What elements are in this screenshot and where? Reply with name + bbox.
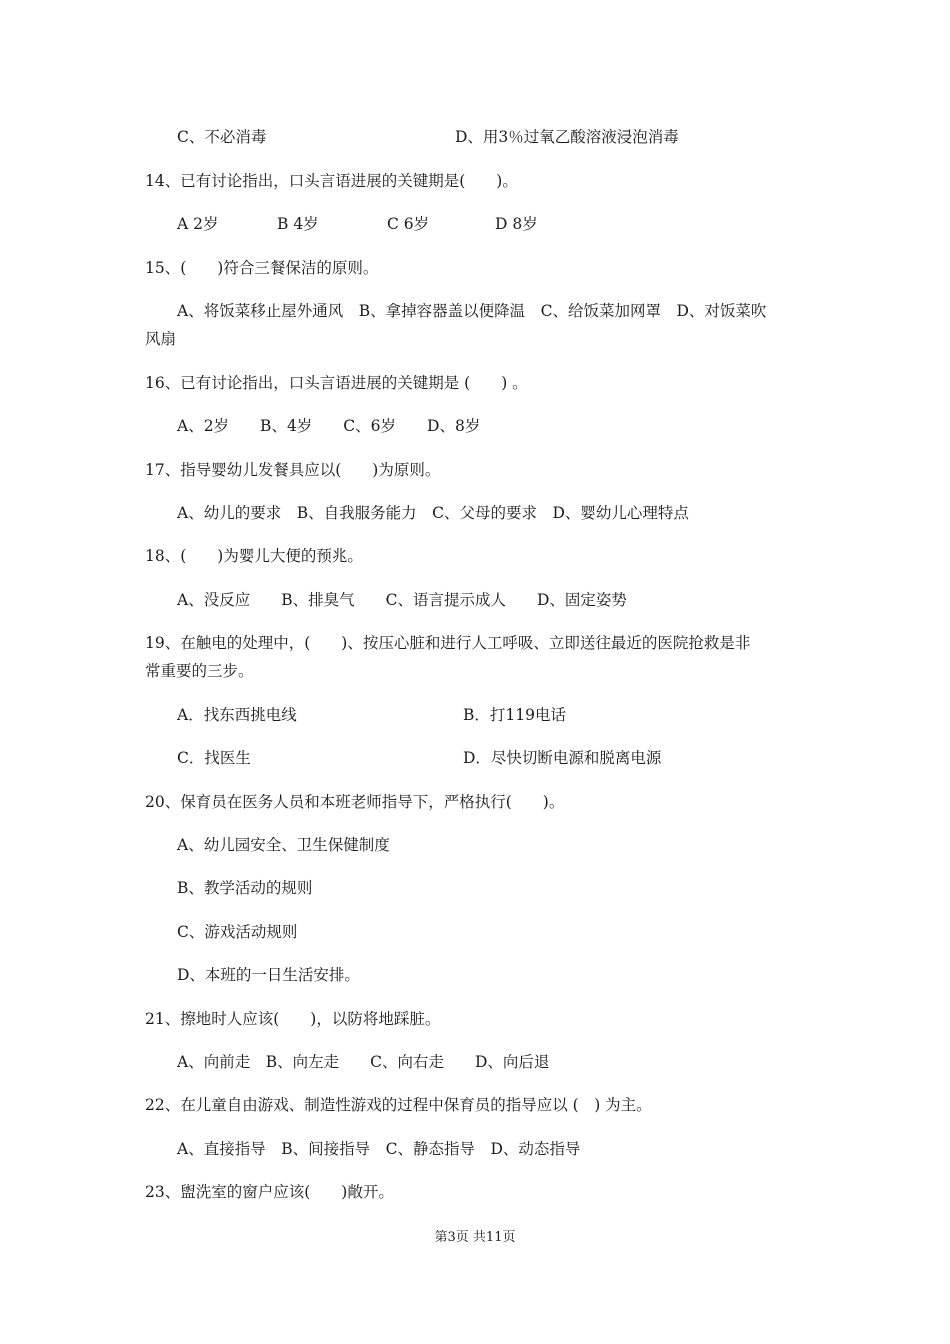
option-c-prev: C、不必消毒 [177,128,267,146]
q16-options: A、2岁 B、4岁 C、6岁 D、8岁 [177,417,481,435]
q21-options: A、向前走 B、向左走 C、向右走 D、向后退 [177,1053,550,1071]
q19-option-c: C．找医生 [177,749,251,767]
q19-option-b: B．打119电话 [463,706,566,724]
q15-options-cont: 风扇 [145,330,177,348]
q14-option-a: A 2岁 [177,215,219,233]
q22-options: A、直接指导 B、间接指导 C、静态指导 D、动态指导 [177,1140,581,1158]
q17-options: A、幼儿的要求 B、自我服务能力 C、父母的要求 D、婴幼儿心理特点 [177,504,689,522]
question-14: 14、已有讨论指出，口头言语进展的关键期是( )。 [145,172,518,190]
question-19-cont: 常重要的三步。 [145,662,254,680]
question-16: 16、已有讨论指出，口头言语进展的关键期是 ( ) 。 [145,374,528,392]
question-17: 17、指导婴幼儿发餐具应以( )为原则。 [145,461,441,479]
question-23: 23、盥洗室的窗户应该( )敞开。 [145,1183,394,1201]
q18-options: A、没反应 B、排臭气 C、语言提示成人 D、固定姿势 [177,591,627,609]
question-15: 15、( )符合三餐保洁的原则。 [145,259,379,277]
question-19: 19、在触电的处理中，( )、按压心脏和进行人工呼吸、立即送往最近的医院抢救是非 [145,634,751,652]
q20-option-b: B、教学活动的规则 [177,879,313,897]
q14-option-c: C 6岁 [387,215,430,233]
question-18: 18、( )为婴儿大便的预兆。 [145,547,363,565]
page-footer: 第3页 共11页 [434,1230,516,1245]
q19-option-d: D．尽快切断电源和脱离电源 [463,749,662,767]
q19-option-a: A．找东西挑电线 [177,706,297,724]
question-22: 22、在儿童自由游戏、制造性游戏的过程中保育员的指导应以 ( ) 为主。 [145,1096,652,1114]
q15-options: A、将饭菜移止屋外通风 B、拿掉容器盖以便降温 C、给饭菜加网罩 D、对饭菜吹 [177,302,767,320]
q20-option-c: C、游戏活动规则 [177,923,298,941]
q20-option-a: A、幼儿园安全、卫生保健制度 [177,836,390,854]
question-20: 20、保育员在医务人员和本班老师指导下，严格执行( )。 [145,793,565,811]
q14-option-d: D 8岁 [495,215,538,233]
q14-option-b: B 4岁 [277,215,319,233]
question-21: 21、擦地时人应该( )，以防将地踩脏。 [145,1010,441,1028]
q20-option-d: D、本班的一日生活安排。 [177,966,360,984]
option-d-prev: D、用3％过氧乙酸溶液浸泡消毒 [455,128,679,146]
